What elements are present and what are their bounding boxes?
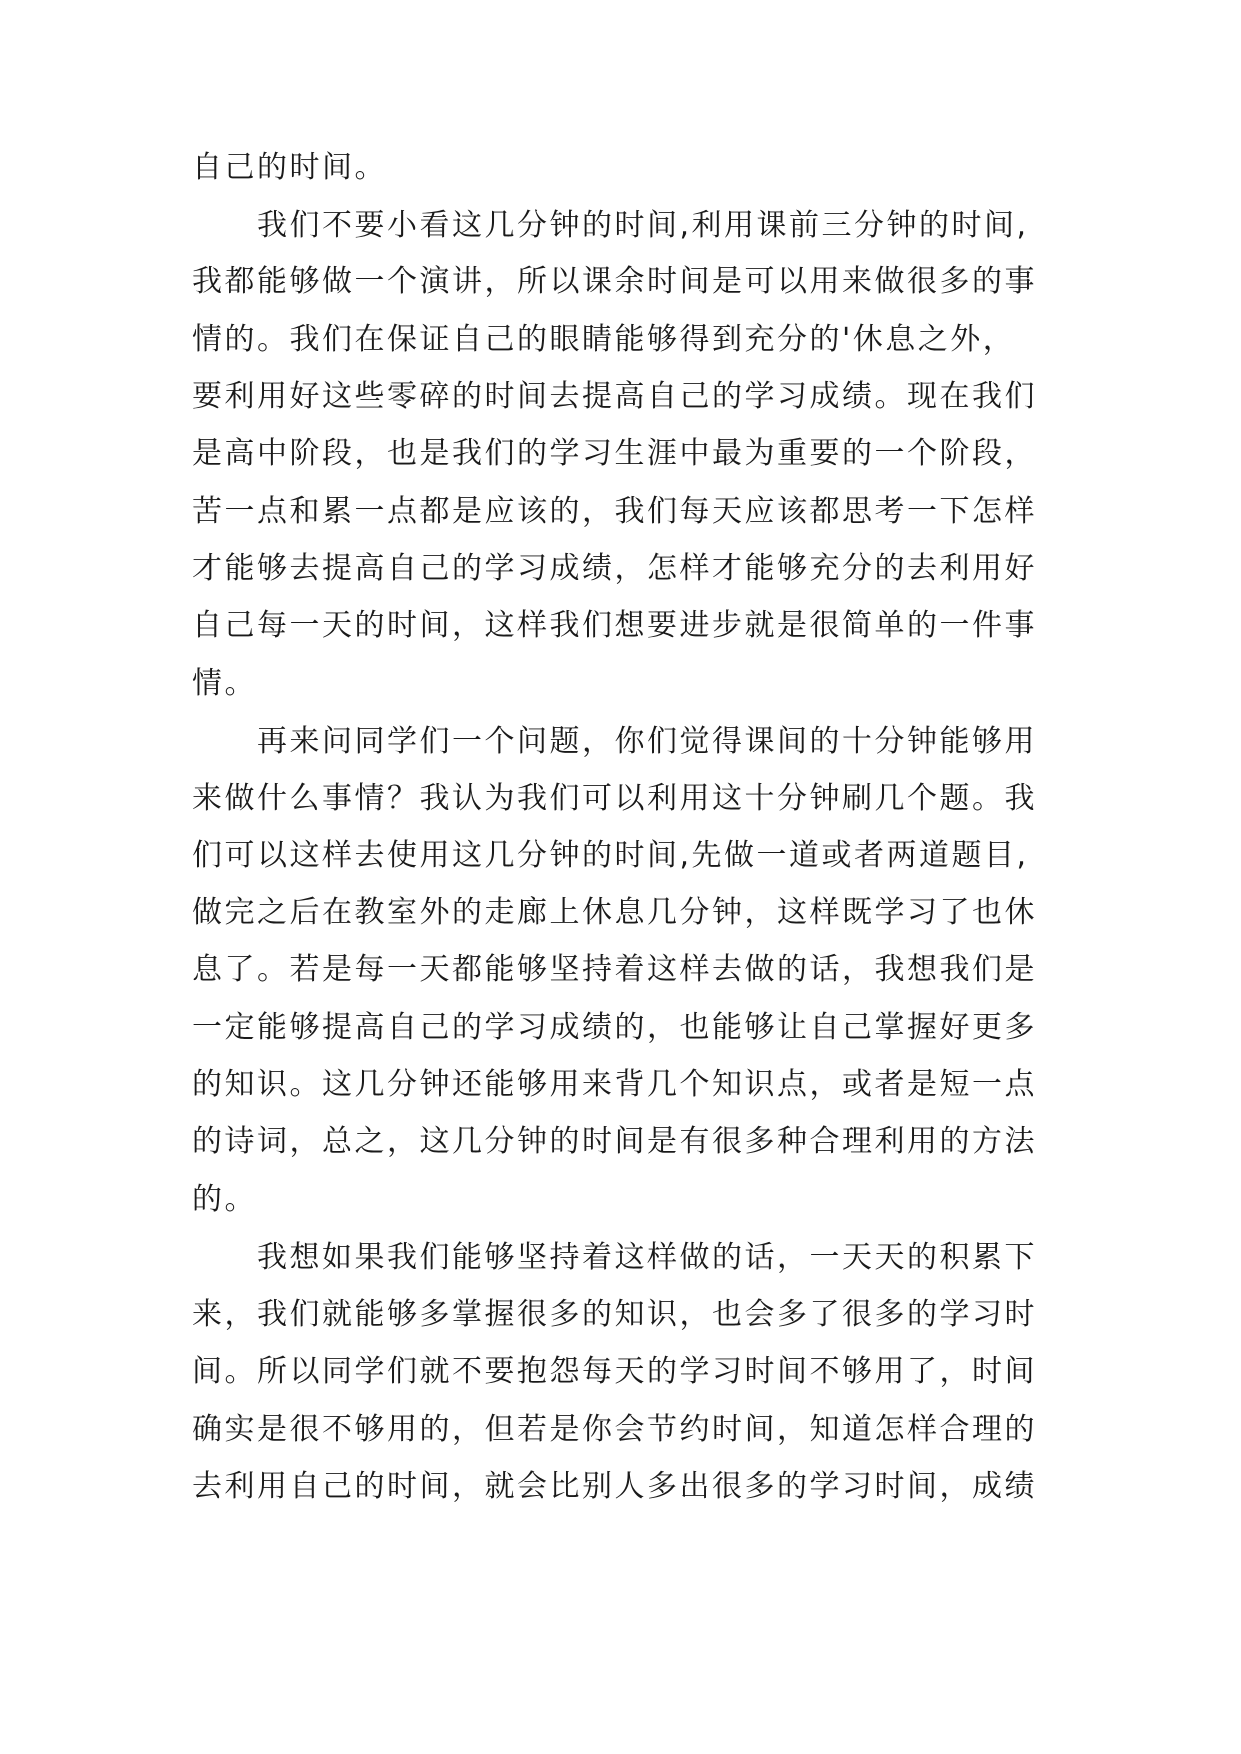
text-line: 做完之后在教室外的走廊上休息几分钟，这样既学习了也休: [192, 895, 1037, 930]
text-line: 来做什么事情？我认为我们可以利用这十分钟刷几个题。我: [192, 781, 1037, 816]
text-line: 情。: [192, 666, 257, 701]
text-line: 的诗词，总之，这几分钟的时间是有很多种合理利用的方法: [192, 1124, 1037, 1159]
text-line: 一定能够提高自己的学习成绩的，也能够让自己掌握好更多: [192, 1010, 1037, 1045]
text-line: 自己的时间。: [192, 150, 387, 185]
text-line: 间。所以同学们就不要抱怨每天的学习时间不够用了，时间: [192, 1354, 1037, 1389]
text-line: 再来问同学们一个问题，你们觉得课间的十分钟能够用: [192, 724, 1037, 759]
text-line: 情的。我们在保证自己的眼睛能够得到充分的'休息之外，: [192, 322, 1016, 357]
text-line: 是高中阶段，也是我们的学习生涯中最为重要的一个阶段，: [192, 436, 1037, 471]
text-line: 要利用好这些零碎的时间去提高自己的学习成绩。现在我们: [192, 379, 1037, 414]
text-line: 去利用自己的时间，就会比别人多出很多的学习时间，成绩: [192, 1469, 1037, 1504]
text-line: 来，我们就能够多掌握很多的知识，也会多了很多的学习时: [192, 1297, 1037, 1332]
text-line: 息了。若是每一天都能够坚持着这样去做的话，我想我们是: [192, 952, 1037, 987]
text-line: 苦一点和累一点都是应该的，我们每天应该都思考一下怎样: [192, 494, 1037, 529]
text-line: 的知识。这几分钟还能够用来背几个知识点，或者是短一点: [192, 1067, 1037, 1102]
text-line: 们可以这样去使用这几分钟的时间,先做一道或者两道题目,: [192, 838, 1029, 873]
text-line: 我们不要小看这几分钟的时间,利用课前三分钟的时间,: [192, 208, 1029, 243]
text-line: 自己每一天的时间，这样我们想要进步就是很简单的一件事: [192, 608, 1037, 643]
text-line: 才能够去提高自己的学习成绩，怎样才能够充分的去利用好: [192, 551, 1037, 586]
text-line: 我都能够做一个演讲，所以课余时间是可以用来做很多的事: [192, 264, 1037, 299]
text-line: 的。: [192, 1182, 257, 1217]
text-line: 确实是很不够用的，但若是你会节约时间，知道怎样合理的: [192, 1412, 1037, 1447]
text-line: 我想如果我们能够坚持着这样做的话，一天天的积累下: [192, 1240, 1037, 1275]
